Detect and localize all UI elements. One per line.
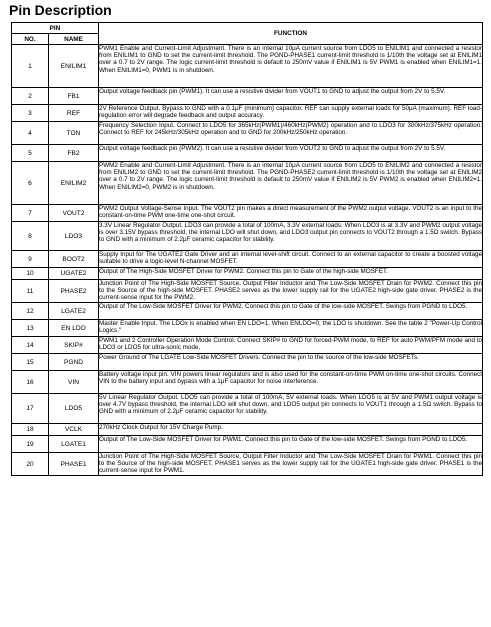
table-row [12, 145, 483, 162]
table-row [12, 88, 483, 105]
table-row [12, 337, 483, 354]
pin-number: 3 [12, 105, 49, 122]
table-row [12, 424, 483, 436]
pin-name: PHASE2 [49, 280, 99, 303]
pin-name: PGND [49, 354, 99, 371]
pin-name: VOUT2 [49, 205, 99, 222]
pin-function: Power Ground of The LGATE Low-Side MOSFET Drivers. Connect the pin to the source of the low-side MOSFETs. [99, 354, 483, 371]
pin-function: PWM2 Output Voltage-Sense Input. The VOUT2 pin makes a direct measurement of the PWM2 output voltage. VOUT2 is an input to the constant-on-time PWM one-time one-shot circuit. [99, 205, 483, 222]
function-header: FUNCTION [99, 23, 483, 45]
table-row [12, 303, 483, 320]
pin-number: 16 [12, 371, 49, 394]
pin-name: REF [49, 105, 99, 122]
pin-number: 5 [12, 145, 49, 162]
pin-description-table [11, 22, 483, 476]
pin-function: Output of The Low-Side MOSFET Driver for PWM2. Connect this pin to Gate of the low-side MOSFET. Swings from PGND to LDO5. [99, 303, 483, 320]
pin-number: 12 [12, 303, 49, 320]
table-row [12, 222, 483, 251]
table-row [12, 162, 483, 205]
table-row [12, 251, 483, 268]
table-row [12, 320, 483, 337]
pin-function: Junction Point of The High-Side MOSFET Source, Output Filter Inductor and The Low-Side MOSFET Drain for PWM2. Connect this pin to the Source of the high-side MOSFET. PHASE2 serves as the lower supply rail for the UGATE2 high-side gate driver. PHASE2 is the current-sense input for the PWM2. [99, 280, 482, 302]
pin-name: UGATE2 [49, 268, 99, 280]
pin-number: 10 [12, 268, 49, 280]
pin-function: 270kHz Clock Output for 15V Charge Pump. [99, 424, 483, 436]
pin-name: LGATE1 [49, 436, 99, 453]
pin-number: 19 [12, 436, 49, 453]
pin-number: 9 [12, 251, 49, 268]
pin-number: 18 [12, 424, 49, 436]
pin-number: 2 [12, 88, 49, 105]
pin-function: Master Enable Input. The LDOx is enabled when EN LDO=1. When ENLDO=0, the LDO is shutdown. See the table 2 "Power-Up Control Logics." [99, 320, 483, 337]
pin-name: FB1 [49, 88, 99, 105]
table-row [12, 354, 483, 371]
pin-name: FB2 [49, 145, 99, 162]
page-title: Pin Description [9, 2, 112, 18]
pin-function: Supply Input for The UGATE2 Gate Driver and an internal level-shift circuit. Connect to an external capacitor to create a boosted voltage suitable to drive a logic-level N-channel MOSFET. [99, 251, 483, 268]
pin-function: 2V Reference Output. Bypass to GND with a 0.1μF (minimum) capacitor. REF can supply external loads for 50μA (maximum). REF load-regulation error will degrade feedback and output accuracy. [99, 105, 483, 122]
pin-number: 4 [12, 122, 49, 145]
pin-name: LDO3 [49, 222, 99, 251]
pin-number: 11 [12, 280, 49, 303]
table-row [12, 436, 483, 453]
pin-number: 6 [12, 162, 49, 205]
table-row [12, 45, 483, 88]
pin-number: 14 [12, 337, 49, 354]
pin-function: Output voltage feedback pin (PWM1). It can use a resistive divider from VOUT1 to GND to adjust the output from 2V to 5.5V. [99, 88, 483, 105]
pin-number: 17 [12, 394, 49, 424]
pin-name: SKIP# [49, 337, 99, 354]
pin-number: 8 [12, 222, 49, 251]
pin-function: Output of The Low-Side MOSFET Driver for PWM1. Connect this pin to Gate of the low-side MOSFET. Swings from PGND to LDO5. [99, 436, 483, 453]
table-row [12, 394, 483, 424]
pin-function: Junction Point of The High-Side MOSFET Source, Output Filter Inductor and The Low-Side MOSFET Drain for PWM1. Connect this pin to the Source of the high-side MOSFET. PHASE1 serves as the lower supply rail for the UGATE1 high-side gate driver. PHASE1 is the current-sense input for PWM1. [99, 453, 482, 475]
pin-name: VIN [49, 371, 99, 394]
table-row [12, 280, 483, 303]
pin-function: PWM1 and 2 Controller Operation Mode Control. Connect SKIP# to GND for forced-PWM mode, to REF for auto PWM/PFM mode and to LDO3 or LDO5 for ultra-sonic mode, [99, 337, 483, 354]
table-row [12, 122, 483, 145]
no-header: NO. [12, 34, 49, 45]
table-row [12, 371, 483, 394]
pin-name: LGATE2 [49, 303, 99, 320]
table-row [12, 105, 483, 122]
pin-function: PWM2 Enable and Current-Limit Adjustment. There is an internal 10μA current source from LDO5 to ENILIM2 and connected a resistor from ENILIM2 to GND to set the current-limit threshold. The PGND-PHASE2 current-limit threshold is 1/10th the voltage set at ENILIM2 over a 0.7 to 2V range. The logic current-limit threshold is default to 250mV value if ENILIM2 is 5V PWM2 is enabled when ENILIM2=1. When ENILIM2=0, PWM2 is in shutdown. [99, 162, 483, 205]
pin-name: VCLK [49, 424, 99, 436]
name-header: NAME [49, 34, 99, 45]
pin-name: BOOT2 [49, 251, 99, 268]
pin-function: 3.3V Linear Regulator Output. LDO3 can provide a total of 100mA, 3.3V external loads. When LDO3 is at 3.3V and PWM2 output voltage is over 3.15V bypass threshold, the internal LDO will shut down, and LDO3 output pin connects to VOUT2 through a 1.5Ω switch. Bypass to GND with a minimum of 2.2μF ceramic capacitor for stability. [99, 222, 483, 251]
pin-number: 15 [12, 354, 49, 371]
pin-number: 13 [12, 320, 49, 337]
pin-function: PWM1 Enable and Current-Limit Adjustment. There is an internal 10μA current source from LDO5 to ENILIM1 and connected a resistor from ENILIM1 to GND to set the current-limit threshold. The PGND-PHASE1 current-limit threshold is 1/10th the voltage set at ENILIM1 over a 0.7 to 2V range. The logic current-limit threshold is default to 250mV value if ENILIM1 is 5V PWM1 is enabled when ENILIM1=1. When ENILIM1=0, PWM1 is in shutdown. [99, 45, 483, 88]
pin-function: Battery voltage input pin. VIN powers linear regulators and is also used for the constant-on-time PWM on-time one-shot circuits. Connect VIN to the battery input and bypass with a 1μF capacitor for noise interference. [99, 371, 483, 394]
pin-function: Output voltage feedback pin (PWM2). It can use a resistive divider from VOUT2 to GND to adjust the output from 2V to 5.5V. [99, 145, 483, 162]
pin-name: LDO5 [49, 394, 99, 424]
table-row [12, 268, 483, 280]
table-row [12, 205, 483, 222]
pin-number: 7 [12, 205, 49, 222]
pin-function: Output of The High-Side MOSFET Driver for PWM2. Connect this pin to Gate of the high-side MOSFET. [99, 268, 483, 280]
pin-number: 20 [12, 453, 49, 476]
pin-name: TON [49, 122, 99, 145]
pin-name: PHASE1 [49, 453, 99, 476]
pin-name: ENILIM2 [49, 162, 99, 205]
pin-function: 5V Linear Regulator Output. LDO5 can provide a total of 100mA, 5V external loads. When LDO5 is at 5V and PWM1 output voltage is over 4.7V bypass threshold, the internal LDO will shut down, and LDO5 output pin connects to VOUT1 through a 1.5Ω switch. Bypass to GND with a minimum of 2.2μF ceramic capacitor for stability. [99, 394, 483, 424]
table-row [12, 453, 483, 476]
pin-name: ENILIM1 [49, 45, 99, 88]
pin-number: 1 [12, 45, 49, 88]
pin-name: EN LDO [49, 320, 99, 337]
pin-group-header: PIN [12, 23, 99, 34]
pin-function: Frequency Selection Input. Connect to LDO5 for 365kHz(PWM1)/460kHz(PWM2) operation and to LDO3 for 300kHz/375kHz operation. Connect to REF for 245kHz/305kHz operation and to GND for 200kHz/250kHz operation. [99, 122, 483, 145]
